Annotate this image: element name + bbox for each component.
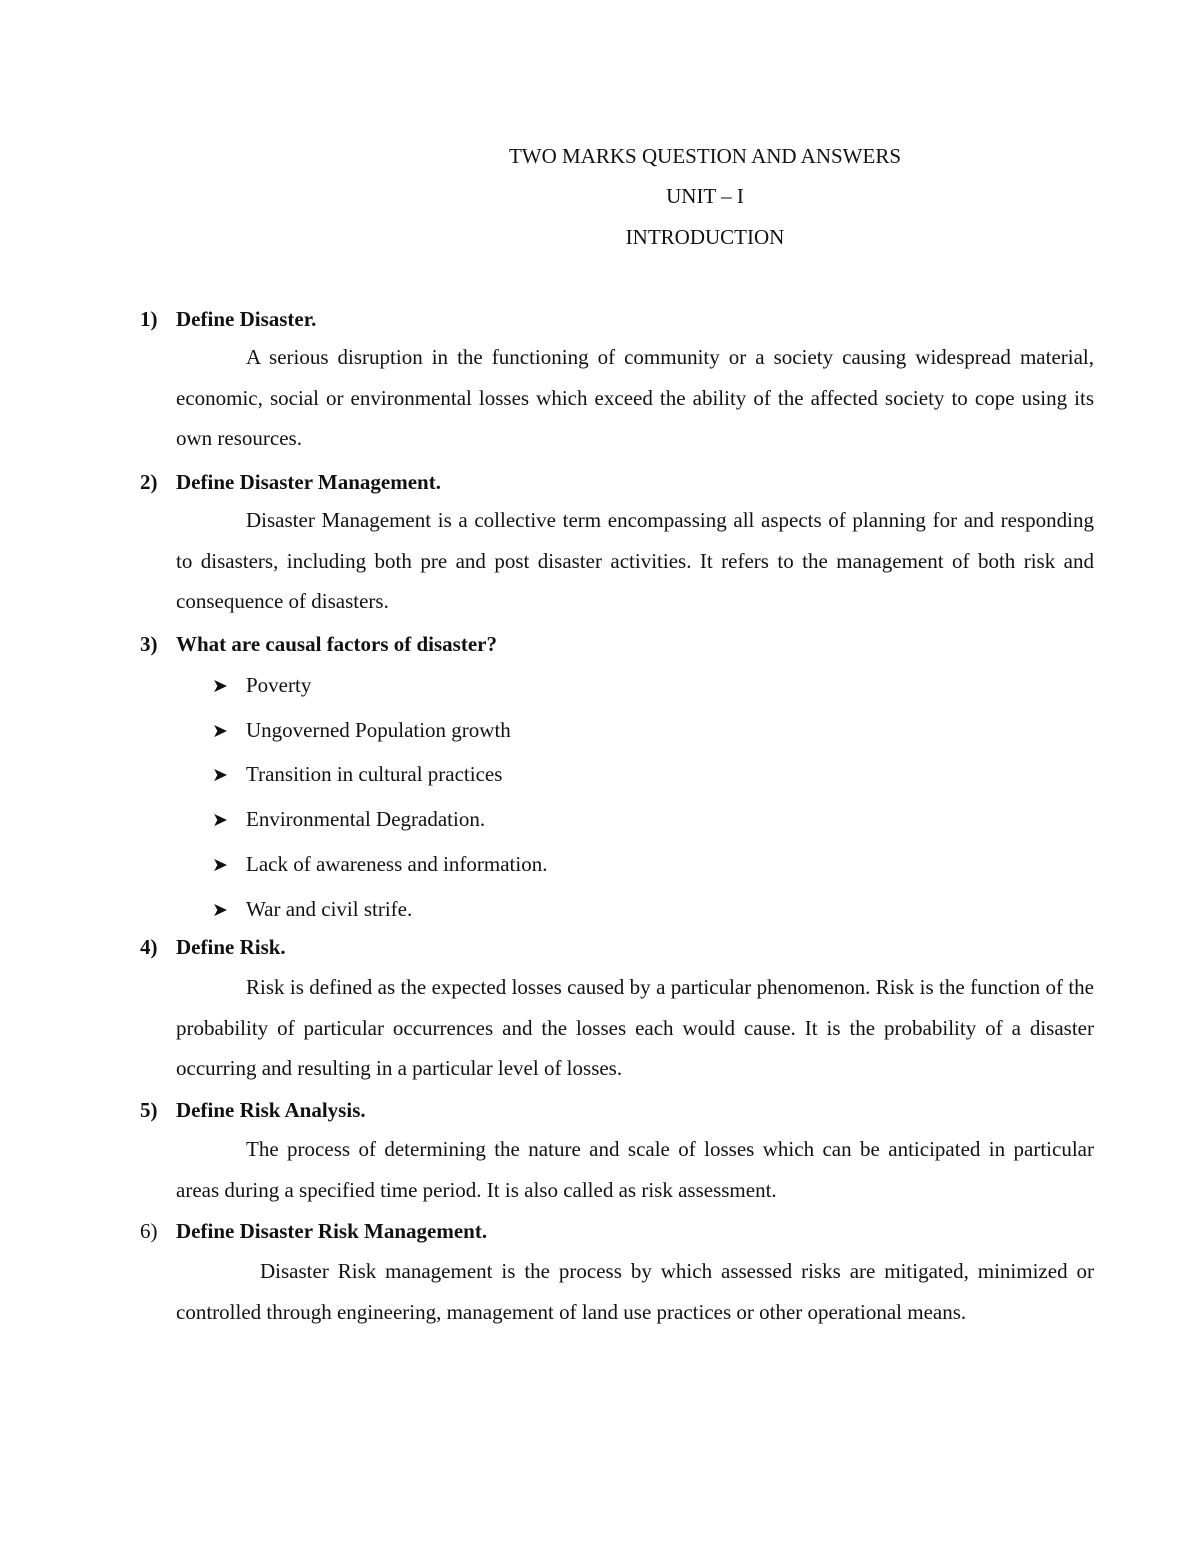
- arrowhead-bullet-icon: ➤: [212, 853, 228, 876]
- question-title: Define Disaster.: [176, 307, 317, 331]
- arrowhead-bullet-icon: ➤: [212, 809, 228, 832]
- arrowhead-bullet-icon: ➤: [212, 764, 228, 787]
- question-3: [140, 631, 497, 657]
- question-title: Define Disaster Risk Management.: [176, 1219, 488, 1243]
- answer-2: Disaster Management is a collective term encompassing all aspects of planning for and responding to disasters, including both pre and post disaster activities. It refers to the management of both risk and consequence of disasters.: [176, 508, 1094, 614]
- question-5: [140, 1097, 366, 1123]
- question-number: 2): [140, 470, 158, 494]
- unit-heading: UNIT – I: [666, 184, 744, 208]
- question-title: What are causal factors of disaster?: [176, 632, 497, 656]
- question-title: Define Risk Analysis.: [176, 1098, 366, 1122]
- question-1: [140, 306, 316, 332]
- question-number: 6): [140, 1219, 158, 1243]
- answer-4: Risk is defined as the expected losses caused by a particular phenomenon. Risk is the function of the probability of particular occurrences and the losses each would cause. It is the probability of a disaster occurring and resulting in a particular level of losses.: [176, 975, 1094, 1081]
- answer-1: A serious disruption in the functioning of community or a society causing widespread material, economic, social or environmental losses which exceed the ability of the affected society to cope using its own resources.: [176, 345, 1094, 451]
- arrowhead-bullet-icon: ➤: [212, 898, 228, 921]
- question-title: Define Risk.: [176, 935, 286, 959]
- question-2: [140, 469, 441, 495]
- answer-5: The process of determining the nature and scale of losses which can be anticipated in particular areas during a specified time period. It is also called as risk assessment.: [176, 1137, 1094, 1202]
- list-item: ➤ Lack of awareness and information.: [212, 843, 547, 888]
- list-item: ➤ Poverty: [212, 664, 547, 709]
- question-number: 4): [140, 935, 158, 959]
- question-6: [140, 1218, 487, 1244]
- question-number: 5): [140, 1098, 158, 1122]
- arrowhead-bullet-icon: ➤: [212, 675, 228, 697]
- list-item: ➤ Environmental Degradation.: [212, 798, 547, 843]
- question-number: 1): [140, 307, 158, 331]
- causal-factors-list: [212, 664, 547, 932]
- question-title: Define Disaster Management.: [176, 470, 441, 494]
- question-4: [140, 934, 286, 960]
- section-heading: INTRODUCTION: [625, 225, 785, 249]
- question-number: 3): [140, 632, 158, 656]
- arrowhead-bullet-icon: ➤: [212, 719, 228, 742]
- list-item: ➤ Ungoverned Population growth: [212, 709, 547, 754]
- document-title: TWO MARKS QUESTION AND ANSWERS: [508, 144, 902, 168]
- list-item: ➤ War and civil strife.: [212, 888, 547, 933]
- answer-6: Disaster Risk management is the process by which assessed risks are mitigated, minimized or controlled through engineering, management of land use practices or other operational means.: [176, 1259, 1094, 1324]
- list-item: ➤ Transition in cultural practices: [212, 753, 547, 798]
